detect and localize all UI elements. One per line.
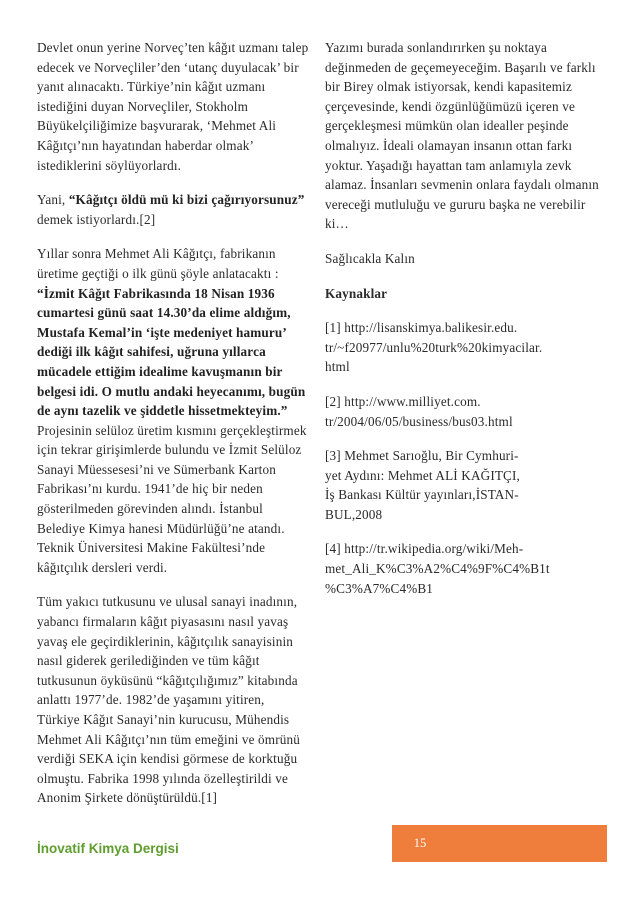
reference-1	[325, 318, 601, 377]
reference-line: [3] Mehmet Sarıoğlu, Bir Cymhuri-	[325, 448, 519, 464]
magazine-title: İnovatif Kimya Dergisi	[37, 841, 179, 856]
reference-line: [2] http://www.milliyet.com.	[325, 393, 481, 409]
reference-4	[325, 539, 601, 598]
paragraph-conclusion: Yazımı burada sonlandırırken şu noktaya değinmeden de geçemeyeceğim. Başarılı ve farklı bir Birey olmak istiyorsak, kendi kapasitemiz çerçevesinde, kendi özgünlüğümüzü içeren ve gerçekleşmesi mümkün olan idealler peşinde olmalıyız. İdeali olamayan insanın ottan farkı yoktur. Yaşadığı hayattan tam anlamıyla zevk alamaz. İnsanları sevmenin onlara faydalı olmanın vereceği mutluluğu ve gururu başka ne verebilir ki…	[325, 40, 599, 232]
left-column	[37, 38, 309, 823]
text: Yani,	[37, 192, 69, 208]
reference-2	[325, 392, 601, 431]
paragraph-legacy: Tüm yakıcı tutkusunu ve ulusal sanayi inadının, yabancı firmaların kâğıt piyasasını nasıl yavaş yavaş ele geçirdiklerinin, kâğıtçılık sanayisinin nasıl giderek gerilediğinden ve tüm kâğıt tutkusunun öyküsünü “kâğıtçılığımız” kitabında anlattı 1977’de. 1982’de yaşamını yitiren, Türkiye Kâğıt Sanayi’nin kurucusu, Mühendis Mehmet Ali Kâğıtçı’nın tüm emeğini ve ömrünü verdiği SEKA için kendisi görmese de korktuğu olmuştu. Fabrika 1998 yılında özelleştirildi ve Anonim Şirkete dönüştürüldü.[1]	[37, 594, 300, 806]
page-number-box	[392, 825, 607, 862]
closing-line: Sağlıcakla Kalın	[325, 250, 415, 266]
bold-quote: “İzmit Kâğıt Fabrikasında 18 Nisan 1936 cumartesi günü saat 14.30’da elime aldığım, Mustafa Kemal’in ‘işte medeniyet hamuru’ dediği ilk kâğıt sahifesi, uğruna yıllarca mücadele ettiğim idealime kavuşmanın bir belgesi idi. O mutlu andaki heyecanımı, bugün de aynı tazelik ve şiddetle hissetmekteyim.”	[37, 285, 306, 419]
reference-line: İş Bankası Kültür yayınları,İSTAN-	[325, 487, 519, 503]
reference-line: BUL,2008	[325, 506, 383, 522]
bold-quote: “Kâğıtçı öldü mü ki bizi çağırıyorsunuz”	[68, 192, 305, 208]
reference-line: yet Aydını: Mehmet ALİ KAĞITÇI,	[325, 467, 520, 483]
reference-line: [4] http://tr.wikipedia.org/wiki/Meh-	[325, 541, 524, 557]
paragraph-kagitci-quote	[37, 190, 309, 229]
text: Projesinin selüloz üretim kısmını gerçekleştirmek için tekrar girişimlerde bulundu ve İzmit Selüloz Sanayi Müessesesi’ni ve Sümerbank Karton Fabrikası’nı kurdu. 1941’de hiç bir neden gösterilmeden görevinden alındı. İstanbul Belediye Kimya hanesi Müdürlüğü’ne atandı. Teknik Üniversitesi Makine Fakültesi’nde kâğıtçılık dersleri verdi.	[37, 422, 307, 575]
reference-line: [1] http://lisanskimya.balikesir.edu.	[325, 320, 518, 336]
reference-3	[325, 446, 601, 524]
paragraph-norway: Devlet onun yerine Norveç’ten kâğıt uzmanı talep edecek ve Norveçliler’den ‘utanç duyulacak’ bir yanıt alınacaktı. Türkiye’nin kâğıt uzmanı istediğini duyan Norveçliler, Stokholm Büyükelçiliğimize başvurarak, ‘Mehmet Ali Kâğıtçı’nın hayatından haberdar olmak’ istediklerini söylüyorlardı.	[37, 40, 309, 173]
reference-line: %C3%A7%C4%B1	[325, 580, 434, 596]
reference-line: tr/2004/06/05/business/bus03.html	[325, 413, 513, 429]
reference-line: html	[325, 359, 350, 375]
references-heading: Kaynaklar	[325, 285, 388, 301]
reference-line: tr/~f20977/unlu%20turk%20kimyacilar.	[325, 339, 543, 355]
reference-line: met_Ali_K%C3%A2%C4%9F%C4%B1t	[325, 561, 550, 577]
right-column	[325, 38, 601, 613]
page-number: 15	[413, 836, 427, 850]
text: Yıllar sonra Mehmet Ali Kâğıtçı, fabrikanın üretime geçtiği o ilk günü şöyle anlatacaktı :	[37, 246, 279, 281]
text: demek istiyorlardı.[2]	[37, 211, 156, 227]
paragraph-factory	[37, 244, 309, 577]
